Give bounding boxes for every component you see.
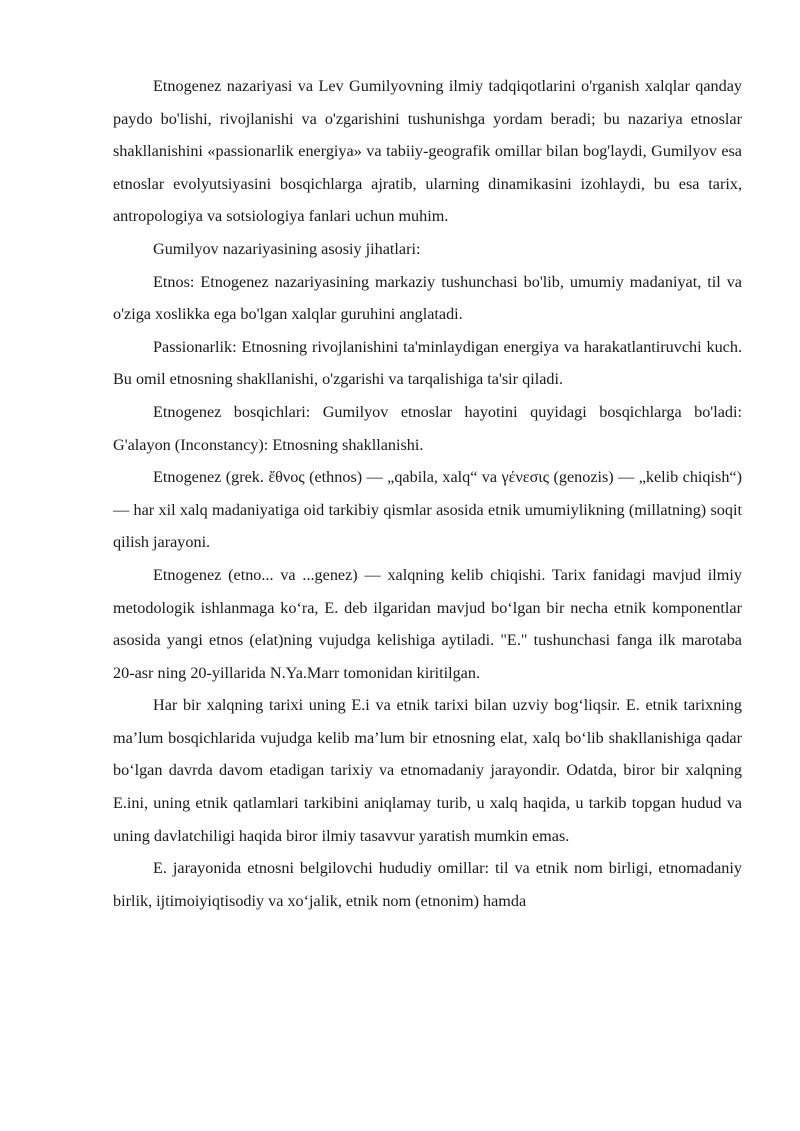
document-page	[113, 70, 742, 917]
paragraph-etymology: Etnogenez (grek. ἔθνος (ethnos) — „qabila, xalq“ va γένεσις (genozis) — „kelib chiqish“) — har xil xalq madaniyatiga oid tarkibiy qismlar asosida etnik umumiylikning (millatning) soqit qilish jarayoni.	[113, 468, 742, 552]
paragraph-etnos: Etnos: Etnogenez nazariyasining markaziy tushunchasi bo'lib, umumiy madaniyat, til va o'ziga xoslikka ega bo'lgan xalqlar guruhini anglatadi.	[113, 272, 742, 324]
paragraph-passionarlik: Passionarlik: Etnosning rivojlanishini ta'minlaydigan energiya va harakatlantiruvchi kuch. Bu omil etnosning shakllanishi, o'zgarishi va tarqalishiga ta'sir qiladi.	[113, 337, 742, 389]
paragraph-aspects-heading: Gumilyov nazariyasining asosiy jihatlari:	[153, 239, 421, 258]
paragraph-factors: E. jarayonida etnosni belgilovchi hududiy omillar: til va etnik nom birligi, etnomadaniy birlik, ijtimoiyiqtisodiy va xo‘jalik, etnik nom (etnonim) hamda	[113, 859, 742, 910]
paragraph-definition: Etnogenez (etno... va ...genez) — xalqning kelib chiqishi. Tarix fanidagi mavjud ilmiy metodologik ishlanmaga ko‘ra, E. deb ilgaridan mavjud bo‘lgan bir necha etnik komponentlar asosida yangi etnos (elat)ning vujudga kelishiga aytiladi. "E." tushunchasi fanga ilk marotaba 20-asr ning 20-yillarida N.Ya.Marr tomonidan kiritilgan.	[113, 565, 742, 682]
paragraph-intro: Etnogenez nazariyasi va Lev Gumilyovning ilmiy tadqiqotlarini o'rganish xalqlar qanday paydo bo'lishi, rivojlanishi va o'zgarishini tushunishga yordam beradi; bu nazariya etnoslar shakllanishini «passionarlik energiya» va tabiiy-geografik omillar bilan bog'laydi, Gumilyov esa etnoslar evolyutsiyasini bosqichlarga ajratib, ularning dinamikasini izohlaydi, bu esa tarix, antropologiya va sotsiologiya fanlari uchun muhim.	[113, 77, 742, 226]
paragraph-history: Har bir xalqning tarixi uning E.i va etnik tarixi bilan uzviy bog‘liqsir. E. etnik tarixning ma’lum bosqichlarida vujudga kelib ma’lum bir etnosning elat, xalq bo‘lib shakllanishiga qadar bo‘lgan davrda davom etadigan tarixiy va etnomadaniy jarayondir. Odatda, biror bir xalqning E.ini, uning etnik qatlamlari tarkibini aniqlamay turib, u xalq haqida, u tarkib topgan hudud va uning davlatchiligi haqida biror ilmiy tasavvur yaratish mumkin emas.	[113, 696, 742, 845]
paragraph-bosqichlar: Etnogenez bosqichlari: Gumilyov etnoslar hayotini quyidagi bosqichlarga bo'ladi: G'alayon (Inconstancy): Etnosning shakllanishi.	[113, 402, 742, 454]
